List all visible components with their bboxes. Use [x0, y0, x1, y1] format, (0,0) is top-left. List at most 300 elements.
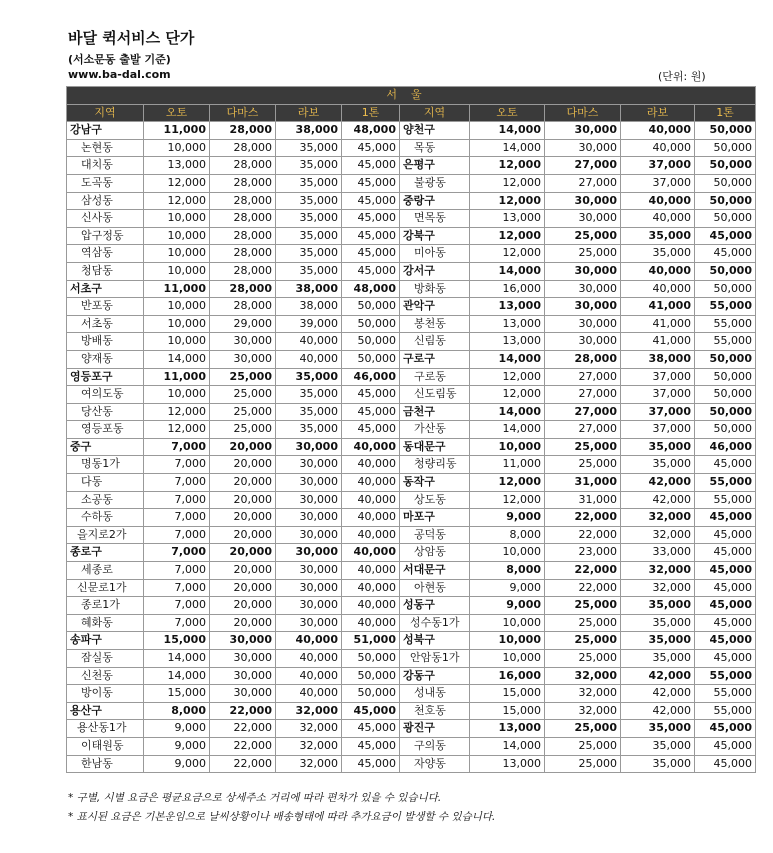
rate-damas: 22,000: [210, 737, 276, 755]
rate-labo: 30,000: [276, 438, 342, 456]
website-link[interactable]: www.ba-dal.com: [68, 68, 171, 81]
rate-labo: 30,000: [276, 597, 342, 615]
rate-damas: 20,000: [210, 526, 276, 544]
rate-auto: 9,000: [144, 737, 210, 755]
rate-auto: 11,000: [144, 280, 210, 298]
rate-auto: 10,000: [144, 245, 210, 263]
neighborhood-name: 청담동: [67, 262, 144, 280]
notes: [68, 789, 495, 827]
rate-1ton: 46,000: [695, 438, 756, 456]
rate-1ton: 40,000: [342, 509, 400, 527]
rate-auto: 12,000: [470, 174, 545, 192]
rate-damas: 28,000: [210, 192, 276, 210]
rate-labo: 40,000: [621, 192, 695, 210]
rate-damas: 27,000: [545, 386, 621, 404]
rate-labo: 35,000: [621, 614, 695, 632]
rate-auto: 10,000: [144, 333, 210, 351]
table-row: [67, 315, 756, 333]
rate-labo: 38,000: [276, 280, 342, 298]
rate-1ton: 50,000: [695, 386, 756, 404]
rate-1ton: 48,000: [342, 122, 400, 140]
rate-1ton: 50,000: [695, 192, 756, 210]
table-row: [67, 474, 756, 492]
rate-damas: 20,000: [210, 597, 276, 615]
rate-damas: 25,000: [545, 438, 621, 456]
rate-auto: 7,000: [144, 526, 210, 544]
rate-1ton: 50,000: [342, 350, 400, 368]
rate-auto: 11,000: [470, 456, 545, 474]
district-name: 영등포구: [67, 368, 144, 386]
rate-1ton: 45,000: [342, 227, 400, 245]
rate-auto: 7,000: [144, 509, 210, 527]
rate-labo: 41,000: [621, 298, 695, 316]
rate-auto: 15,000: [144, 685, 210, 703]
neighborhood-name: 신천동: [67, 667, 144, 685]
rate-1ton: 45,000: [695, 614, 756, 632]
rate-damas: 27,000: [545, 368, 621, 386]
rate-damas: 25,000: [210, 403, 276, 421]
rate-1ton: 40,000: [342, 579, 400, 597]
rate-labo: 35,000: [276, 174, 342, 192]
rate-auto: 14,000: [144, 350, 210, 368]
table-row: [67, 579, 756, 597]
rate-auto: 10,000: [144, 262, 210, 280]
rate-auto: 12,000: [470, 245, 545, 263]
rate-damas: 30,000: [545, 262, 621, 280]
rate-labo: 41,000: [621, 333, 695, 351]
rate-auto: 10,000: [470, 614, 545, 632]
district-name: 은평구: [400, 157, 470, 175]
table-row: [67, 650, 756, 668]
neighborhood-name: 이태원동: [67, 737, 144, 755]
table-row: [67, 350, 756, 368]
table-row: [67, 544, 756, 562]
rate-labo: 35,000: [276, 139, 342, 157]
table-row: [67, 210, 756, 228]
rate-auto: 14,000: [470, 350, 545, 368]
rate-labo: 32,000: [621, 579, 695, 597]
rate-auto: 10,000: [144, 210, 210, 228]
neighborhood-name: 방배동: [67, 333, 144, 351]
rate-labo: 35,000: [276, 368, 342, 386]
rate-auto: 12,000: [144, 403, 210, 421]
rate-damas: 25,000: [210, 386, 276, 404]
table-row: [67, 280, 756, 298]
neighborhood-name: 다동: [67, 474, 144, 492]
rate-damas: 28,000: [210, 122, 276, 140]
rate-labo: 32,000: [276, 737, 342, 755]
district-name: 용산구: [67, 702, 144, 720]
rate-labo: 32,000: [276, 702, 342, 720]
rate-1ton: 45,000: [695, 544, 756, 562]
rate-damas: 25,000: [545, 650, 621, 668]
rate-damas: 30,000: [545, 315, 621, 333]
rate-labo: 42,000: [621, 667, 695, 685]
rate-auto: 7,000: [144, 544, 210, 562]
table-row: [67, 298, 756, 316]
rate-labo: 35,000: [276, 245, 342, 263]
rate-auto: 14,000: [470, 737, 545, 755]
rate-labo: 40,000: [276, 333, 342, 351]
rate-damas: 29,000: [210, 315, 276, 333]
rate-labo: 30,000: [276, 526, 342, 544]
rate-labo: 30,000: [276, 562, 342, 580]
rate-damas: 30,000: [545, 210, 621, 228]
table-row: [67, 562, 756, 580]
col-header-1ton: 1톤: [695, 104, 756, 122]
note-line: * 표시된 요금은 기본운임으로 날씨상황이나 배송형태에 따라 추가요금이 발생할 수 있습니다.: [68, 811, 496, 823]
col-header-damas: 다마스: [210, 104, 276, 122]
rate-damas: 32,000: [545, 685, 621, 703]
rate-labo: 42,000: [621, 685, 695, 703]
neighborhood-name: 방화동: [400, 280, 470, 298]
table-row: [67, 192, 756, 210]
district-name: 강남구: [67, 122, 144, 140]
rate-labo: 40,000: [621, 280, 695, 298]
rate-auto: 13,000: [144, 157, 210, 175]
rate-labo: 35,000: [621, 227, 695, 245]
neighborhood-name: 신사동: [67, 210, 144, 228]
rate-labo: 38,000: [621, 350, 695, 368]
neighborhood-name: 상암동: [400, 544, 470, 562]
rate-auto: 12,000: [470, 157, 545, 175]
rate-auto: 14,000: [470, 403, 545, 421]
neighborhood-name: 삼성동: [67, 192, 144, 210]
rate-1ton: 45,000: [695, 737, 756, 755]
rate-auto: 10,000: [470, 438, 545, 456]
rate-auto: 14,000: [470, 139, 545, 157]
rate-damas: 22,000: [210, 720, 276, 738]
rate-labo: 41,000: [621, 315, 695, 333]
rate-1ton: 45,000: [695, 650, 756, 668]
neighborhood-name: 압구정동: [67, 227, 144, 245]
district-name: 마포구: [400, 509, 470, 527]
rate-1ton: 50,000: [695, 368, 756, 386]
neighborhood-name: 용산동1가: [67, 720, 144, 738]
neighborhood-name: 아현동: [400, 579, 470, 597]
rate-labo: 40,000: [276, 685, 342, 703]
neighborhood-name: 역삼동: [67, 245, 144, 263]
rate-labo: 37,000: [621, 368, 695, 386]
district-name: 서초구: [67, 280, 144, 298]
rate-auto: 7,000: [144, 614, 210, 632]
table-row: [67, 139, 756, 157]
rate-labo: 40,000: [276, 667, 342, 685]
rate-labo: 35,000: [276, 210, 342, 228]
rate-damas: 30,000: [545, 139, 621, 157]
rate-auto: 11,000: [144, 122, 210, 140]
neighborhood-name: 소공동: [67, 491, 144, 509]
rate-auto: 9,000: [144, 720, 210, 738]
rate-labo: 35,000: [621, 650, 695, 668]
district-name: 중랑구: [400, 192, 470, 210]
rate-1ton: 45,000: [695, 562, 756, 580]
district-name: 강북구: [400, 227, 470, 245]
rate-1ton: 50,000: [342, 298, 400, 316]
rate-1ton: 45,000: [342, 245, 400, 263]
neighborhood-name: 가산동: [400, 421, 470, 439]
rate-1ton: 55,000: [695, 491, 756, 509]
table-row: [67, 262, 756, 280]
rate-1ton: 50,000: [695, 139, 756, 157]
neighborhood-name: 구로동: [400, 368, 470, 386]
neighborhood-name: 을지로2가: [67, 526, 144, 544]
rate-1ton: 45,000: [342, 157, 400, 175]
district-name: 광진구: [400, 720, 470, 738]
rate-auto: 9,000: [144, 755, 210, 773]
rate-damas: 30,000: [545, 192, 621, 210]
rate-labo: 40,000: [276, 632, 342, 650]
rate-labo: 37,000: [621, 421, 695, 439]
rate-damas: 22,000: [545, 579, 621, 597]
rate-1ton: 45,000: [342, 403, 400, 421]
rate-labo: 42,000: [621, 491, 695, 509]
rate-labo: 40,000: [276, 650, 342, 668]
rate-labo: 30,000: [276, 456, 342, 474]
rate-labo: 38,000: [276, 122, 342, 140]
rate-1ton: 50,000: [342, 333, 400, 351]
rate-labo: 38,000: [276, 298, 342, 316]
rate-damas: 32,000: [545, 702, 621, 720]
table-row: [67, 702, 756, 720]
rate-auto: 13,000: [470, 720, 545, 738]
rate-labo: 35,000: [621, 456, 695, 474]
rate-auto: 13,000: [470, 298, 545, 316]
neighborhood-name: 신문로1가: [67, 579, 144, 597]
neighborhood-name: 성내동: [400, 685, 470, 703]
rate-damas: 27,000: [545, 421, 621, 439]
rate-labo: 35,000: [276, 403, 342, 421]
district-name: 성동구: [400, 597, 470, 615]
neighborhood-name: 목동: [400, 139, 470, 157]
rate-damas: 28,000: [210, 227, 276, 245]
rate-1ton: 45,000: [342, 720, 400, 738]
table-row: [67, 597, 756, 615]
neighborhood-name: 안암동1가: [400, 650, 470, 668]
rate-auto: 7,000: [144, 474, 210, 492]
rate-damas: 30,000: [545, 298, 621, 316]
table-row: [67, 632, 756, 650]
rate-labo: 35,000: [276, 262, 342, 280]
rate-1ton: 55,000: [695, 474, 756, 492]
neighborhood-name: 여의도동: [67, 386, 144, 404]
rate-damas: 20,000: [210, 614, 276, 632]
rate-damas: 28,000: [210, 139, 276, 157]
rate-labo: 35,000: [621, 632, 695, 650]
rate-auto: 14,000: [144, 650, 210, 668]
rate-auto: 10,000: [470, 632, 545, 650]
neighborhood-name: 세종로: [67, 562, 144, 580]
col-header-labo: 라보: [276, 104, 342, 122]
neighborhood-name: 논현동: [67, 139, 144, 157]
rate-labo: 35,000: [621, 720, 695, 738]
district-name: 구로구: [400, 350, 470, 368]
neighborhood-name: 대치동: [67, 157, 144, 175]
rate-labo: 32,000: [621, 526, 695, 544]
rate-auto: 14,000: [470, 421, 545, 439]
rate-auto: 12,000: [470, 227, 545, 245]
neighborhood-name: 종로1가: [67, 597, 144, 615]
rate-auto: 13,000: [470, 210, 545, 228]
rate-damas: 28,000: [210, 210, 276, 228]
rate-auto: 10,000: [144, 227, 210, 245]
rate-damas: 20,000: [210, 579, 276, 597]
rate-auto: 15,000: [470, 702, 545, 720]
rate-auto: 7,000: [144, 491, 210, 509]
rate-auto: 13,000: [470, 755, 545, 773]
rate-damas: 28,000: [210, 245, 276, 263]
table-row: [67, 491, 756, 509]
table-row: [67, 157, 756, 175]
rate-damas: 28,000: [210, 280, 276, 298]
col-header-region: 지역: [67, 104, 144, 122]
rate-1ton: 40,000: [342, 456, 400, 474]
rate-auto: 12,000: [144, 421, 210, 439]
rate-labo: 42,000: [621, 702, 695, 720]
neighborhood-name: 당산동: [67, 403, 144, 421]
rate-damas: 20,000: [210, 544, 276, 562]
neighborhood-name: 면목동: [400, 210, 470, 228]
rate-auto: 7,000: [144, 597, 210, 615]
rate-labo: 30,000: [276, 614, 342, 632]
rate-damas: 22,000: [210, 755, 276, 773]
document-subtitle: (서소문동 출발 기준): [68, 53, 171, 66]
neighborhood-name: 청량리동: [400, 456, 470, 474]
rate-labo: 35,000: [621, 737, 695, 755]
district-name: 종로구: [67, 544, 144, 562]
rate-labo: 30,000: [276, 474, 342, 492]
rate-1ton: 55,000: [695, 315, 756, 333]
neighborhood-name: 한남동: [67, 755, 144, 773]
rate-damas: 20,000: [210, 456, 276, 474]
rate-auto: 10,000: [144, 386, 210, 404]
rate-auto: 8,000: [144, 702, 210, 720]
rate-damas: 25,000: [545, 597, 621, 615]
rate-labo: 37,000: [621, 403, 695, 421]
rate-labo: 35,000: [276, 421, 342, 439]
rate-labo: 37,000: [621, 386, 695, 404]
rate-1ton: 55,000: [695, 702, 756, 720]
rate-auto: 7,000: [144, 456, 210, 474]
rate-auto: 10,000: [470, 650, 545, 668]
rate-auto: 10,000: [144, 315, 210, 333]
rate-labo: 35,000: [276, 157, 342, 175]
rate-auto: 12,000: [470, 192, 545, 210]
table-row: [67, 403, 756, 421]
rate-auto: 7,000: [144, 562, 210, 580]
rate-1ton: 40,000: [342, 474, 400, 492]
rate-auto: 15,000: [470, 685, 545, 703]
rate-table: [66, 86, 756, 773]
table-row: [67, 614, 756, 632]
rate-labo: 30,000: [276, 509, 342, 527]
neighborhood-name: 도곡동: [67, 174, 144, 192]
rate-damas: 25,000: [545, 614, 621, 632]
district-name: 강서구: [400, 262, 470, 280]
neighborhood-name: 반포동: [67, 298, 144, 316]
rate-1ton: 50,000: [695, 262, 756, 280]
rate-1ton: 45,000: [695, 227, 756, 245]
rate-labo: 40,000: [621, 139, 695, 157]
rate-damas: 25,000: [545, 456, 621, 474]
rate-1ton: 45,000: [342, 210, 400, 228]
table-row: [67, 438, 756, 456]
rate-labo: 40,000: [621, 262, 695, 280]
rate-labo: 32,000: [276, 720, 342, 738]
rate-table-body: [67, 122, 756, 773]
rate-auto: 8,000: [470, 562, 545, 580]
rate-1ton: 55,000: [695, 685, 756, 703]
rate-auto: 12,000: [470, 474, 545, 492]
neighborhood-name: 천호동: [400, 702, 470, 720]
col-header-auto: 오토: [470, 104, 545, 122]
table-row: [67, 526, 756, 544]
rate-auto: 7,000: [144, 579, 210, 597]
rate-auto: 12,000: [144, 192, 210, 210]
neighborhood-name: 미아동: [400, 245, 470, 263]
rate-damas: 31,000: [545, 491, 621, 509]
rate-labo: 32,000: [621, 562, 695, 580]
rate-labo: 42,000: [621, 474, 695, 492]
rate-damas: 25,000: [210, 421, 276, 439]
rate-damas: 30,000: [210, 685, 276, 703]
rate-damas: 20,000: [210, 491, 276, 509]
rate-damas: 20,000: [210, 509, 276, 527]
rate-damas: 30,000: [210, 632, 276, 650]
neighborhood-name: 신림동: [400, 333, 470, 351]
rate-1ton: 40,000: [342, 562, 400, 580]
rate-auto: 16,000: [470, 667, 545, 685]
col-header-1ton: 1톤: [342, 104, 400, 122]
rate-labo: 35,000: [621, 597, 695, 615]
table-row: [67, 421, 756, 439]
rate-1ton: 40,000: [342, 544, 400, 562]
rate-1ton: 45,000: [342, 737, 400, 755]
rate-1ton: 50,000: [695, 421, 756, 439]
rate-1ton: 45,000: [342, 386, 400, 404]
neighborhood-name: 봉천동: [400, 315, 470, 333]
neighborhood-name: 불광동: [400, 174, 470, 192]
rate-labo: 32,000: [621, 509, 695, 527]
rate-1ton: 40,000: [342, 526, 400, 544]
rate-auto: 12,000: [144, 174, 210, 192]
rate-damas: 28,000: [210, 157, 276, 175]
district-name: 중구: [67, 438, 144, 456]
rate-1ton: 50,000: [695, 210, 756, 228]
rate-auto: 16,000: [470, 280, 545, 298]
col-header-region: 지역: [400, 104, 470, 122]
neighborhood-name: 방이동: [67, 685, 144, 703]
rate-damas: 30,000: [545, 280, 621, 298]
rate-damas: 27,000: [545, 157, 621, 175]
rate-auto: 11,000: [144, 368, 210, 386]
rate-labo: 30,000: [276, 579, 342, 597]
rate-1ton: 40,000: [342, 614, 400, 632]
table-row: [67, 333, 756, 351]
rate-auto: 14,000: [144, 667, 210, 685]
rate-labo: 37,000: [621, 174, 695, 192]
rate-labo: 32,000: [276, 755, 342, 773]
rate-1ton: 40,000: [342, 491, 400, 509]
neighborhood-name: 공덕동: [400, 526, 470, 544]
rate-1ton: 45,000: [695, 597, 756, 615]
column-header-row: [67, 104, 756, 122]
table-row: [67, 227, 756, 245]
rate-1ton: 55,000: [695, 298, 756, 316]
district-name: 양천구: [400, 122, 470, 140]
rate-labo: 30,000: [276, 491, 342, 509]
rate-1ton: 50,000: [695, 350, 756, 368]
